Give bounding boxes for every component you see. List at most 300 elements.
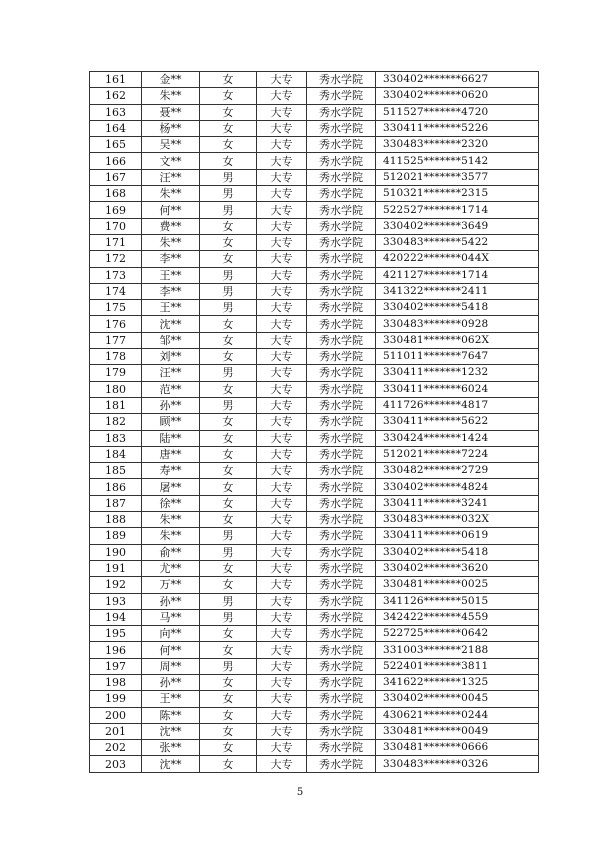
- name-cell: 俞**: [142, 544, 200, 560]
- row-number-cell: 163: [90, 104, 142, 120]
- id-number-cell: 330402*******3620: [376, 560, 539, 576]
- table-row: [90, 186, 539, 202]
- row-number-cell: 191: [90, 560, 142, 576]
- table-row: [90, 153, 539, 169]
- table-row: [90, 446, 539, 462]
- row-number-cell: 172: [90, 251, 142, 267]
- gender-cell: 女: [200, 446, 257, 462]
- gender-cell: 女: [200, 691, 257, 707]
- gender-cell: 女: [200, 495, 257, 511]
- row-number-cell: 181: [90, 397, 142, 413]
- table-row: [90, 88, 539, 104]
- gender-cell: 男: [200, 186, 257, 202]
- table-row: [90, 495, 539, 511]
- gender-cell: 男: [200, 169, 257, 185]
- table-row: [90, 658, 539, 674]
- name-cell: 朱**: [142, 234, 200, 250]
- education-cell: 大专: [257, 267, 307, 283]
- name-cell: 陆**: [142, 430, 200, 446]
- id-number-cell: 330481*******0666: [376, 740, 539, 756]
- row-number-cell: 199: [90, 691, 142, 707]
- id-number-cell: 330482*******2729: [376, 463, 539, 479]
- gender-cell: 女: [200, 414, 257, 430]
- college-cell: 秀水学院: [307, 234, 376, 250]
- table-row: [90, 691, 539, 707]
- id-number-cell: 512021*******7224: [376, 446, 539, 462]
- gender-cell: 女: [200, 251, 257, 267]
- college-cell: 秀水学院: [307, 267, 376, 283]
- table-row: [90, 723, 539, 739]
- table-row: [90, 414, 539, 430]
- name-cell: 何**: [142, 202, 200, 218]
- gender-cell: 女: [200, 332, 257, 348]
- college-cell: 秀水学院: [307, 446, 376, 462]
- table-row: [90, 349, 539, 365]
- table-row: [90, 560, 539, 576]
- id-number-cell: 330481*******0025: [376, 577, 539, 593]
- college-cell: 秀水学院: [307, 349, 376, 365]
- college-cell: 秀水学院: [307, 365, 376, 381]
- education-cell: 大专: [257, 658, 307, 674]
- id-number-cell: 330402*******0045: [376, 691, 539, 707]
- college-cell: 秀水学院: [307, 528, 376, 544]
- id-number-cell: 330402*******6627: [376, 72, 539, 88]
- id-number-cell: 341322*******2411: [376, 283, 539, 299]
- row-number-cell: 166: [90, 153, 142, 169]
- table-row: [90, 577, 539, 593]
- gender-cell: 男: [200, 202, 257, 218]
- row-number-cell: 185: [90, 463, 142, 479]
- row-number-cell: 192: [90, 577, 142, 593]
- name-cell: 朱**: [142, 186, 200, 202]
- college-cell: 秀水学院: [307, 414, 376, 430]
- page-number: 5: [296, 787, 304, 798]
- row-number-cell: 200: [90, 707, 142, 723]
- education-cell: 大专: [257, 479, 307, 495]
- id-number-cell: 420222*******044X: [376, 251, 539, 267]
- gender-cell: 女: [200, 88, 257, 104]
- gender-cell: 女: [200, 577, 257, 593]
- roster-table: [89, 71, 539, 773]
- name-cell: 唐**: [142, 446, 200, 462]
- name-cell: 孙**: [142, 674, 200, 690]
- education-cell: 大专: [257, 88, 307, 104]
- id-number-cell: 330411*******5622: [376, 414, 539, 430]
- college-cell: 秀水学院: [307, 593, 376, 609]
- gender-cell: 女: [200, 137, 257, 153]
- id-number-cell: 330411*******1232: [376, 365, 539, 381]
- education-cell: 大专: [257, 463, 307, 479]
- name-cell: 李**: [142, 251, 200, 267]
- name-cell: 陈**: [142, 707, 200, 723]
- row-number-cell: 177: [90, 332, 142, 348]
- college-cell: 秀水学院: [307, 544, 376, 560]
- education-cell: 大专: [257, 365, 307, 381]
- name-cell: 沈**: [142, 723, 200, 739]
- name-cell: 尤**: [142, 560, 200, 576]
- college-cell: 秀水学院: [307, 756, 376, 772]
- table-row: [90, 283, 539, 299]
- college-cell: 秀水学院: [307, 137, 376, 153]
- college-cell: 秀水学院: [307, 300, 376, 316]
- table-row: [90, 120, 539, 136]
- education-cell: 大专: [257, 186, 307, 202]
- id-number-cell: 430621*******0244: [376, 707, 539, 723]
- table-row: [90, 609, 539, 625]
- education-cell: 大专: [257, 740, 307, 756]
- table-row: [90, 740, 539, 756]
- table-row: [90, 365, 539, 381]
- table-row: [90, 218, 539, 234]
- education-cell: 大专: [257, 300, 307, 316]
- education-cell: 大专: [257, 202, 307, 218]
- college-cell: 秀水学院: [307, 707, 376, 723]
- id-number-cell: 330411*******6024: [376, 381, 539, 397]
- name-cell: 顾**: [142, 414, 200, 430]
- roster-body: [90, 72, 539, 773]
- id-number-cell: 342422*******4559: [376, 609, 539, 625]
- name-cell: 孙**: [142, 397, 200, 413]
- id-number-cell: 330483*******5422: [376, 234, 539, 250]
- row-number-cell: 164: [90, 120, 142, 136]
- id-number-cell: 330402*******0620: [376, 88, 539, 104]
- row-number-cell: 196: [90, 642, 142, 658]
- name-cell: 汪**: [142, 365, 200, 381]
- id-number-cell: 522527*******1714: [376, 202, 539, 218]
- name-cell: 王**: [142, 300, 200, 316]
- gender-cell: 女: [200, 674, 257, 690]
- college-cell: 秀水学院: [307, 723, 376, 739]
- table-row: [90, 512, 539, 528]
- table-row: [90, 267, 539, 283]
- row-number-cell: 170: [90, 218, 142, 234]
- education-cell: 大专: [257, 674, 307, 690]
- table-row: [90, 202, 539, 218]
- education-cell: 大专: [257, 495, 307, 511]
- gender-cell: 女: [200, 642, 257, 658]
- gender-cell: 男: [200, 544, 257, 560]
- table-row: [90, 479, 539, 495]
- college-cell: 秀水学院: [307, 153, 376, 169]
- table-row: [90, 104, 539, 120]
- college-cell: 秀水学院: [307, 251, 376, 267]
- id-number-cell: 510321*******2315: [376, 186, 539, 202]
- name-cell: 沈**: [142, 316, 200, 332]
- table-row: [90, 316, 539, 332]
- id-number-cell: 341622*******1325: [376, 674, 539, 690]
- row-number-cell: 161: [90, 72, 142, 88]
- id-number-cell: 330483*******2320: [376, 137, 539, 153]
- education-cell: 大专: [257, 397, 307, 413]
- education-cell: 大专: [257, 707, 307, 723]
- name-cell: 沈**: [142, 756, 200, 772]
- row-number-cell: 168: [90, 186, 142, 202]
- name-cell: 王**: [142, 267, 200, 283]
- gender-cell: 女: [200, 153, 257, 169]
- table-row: [90, 707, 539, 723]
- name-cell: 李**: [142, 283, 200, 299]
- gender-cell: 女: [200, 218, 257, 234]
- name-cell: 孙**: [142, 593, 200, 609]
- name-cell: 聂**: [142, 104, 200, 120]
- education-cell: 大专: [257, 691, 307, 707]
- gender-cell: 女: [200, 104, 257, 120]
- gender-cell: 女: [200, 626, 257, 642]
- row-number-cell: 162: [90, 88, 142, 104]
- row-number-cell: 179: [90, 365, 142, 381]
- row-number-cell: 171: [90, 234, 142, 250]
- name-cell: 张**: [142, 740, 200, 756]
- education-cell: 大专: [257, 577, 307, 593]
- row-number-cell: 175: [90, 300, 142, 316]
- row-number-cell: 203: [90, 756, 142, 772]
- id-number-cell: 331003*******2188: [376, 642, 539, 658]
- gender-cell: 男: [200, 397, 257, 413]
- college-cell: 秀水学院: [307, 202, 376, 218]
- gender-cell: 女: [200, 740, 257, 756]
- name-cell: 杨**: [142, 120, 200, 136]
- row-number-cell: 186: [90, 479, 142, 495]
- id-number-cell: 330402*******3649: [376, 218, 539, 234]
- row-number-cell: 183: [90, 430, 142, 446]
- name-cell: 向**: [142, 626, 200, 642]
- gender-cell: 女: [200, 72, 257, 88]
- table-row: [90, 169, 539, 185]
- name-cell: 汪**: [142, 169, 200, 185]
- name-cell: 朱**: [142, 528, 200, 544]
- college-cell: 秀水学院: [307, 740, 376, 756]
- college-cell: 秀水学院: [307, 104, 376, 120]
- gender-cell: 男: [200, 365, 257, 381]
- education-cell: 大专: [257, 137, 307, 153]
- gender-cell: 女: [200, 120, 257, 136]
- row-number-cell: 202: [90, 740, 142, 756]
- id-number-cell: 341126*******5015: [376, 593, 539, 609]
- gender-cell: 男: [200, 528, 257, 544]
- row-number-cell: 193: [90, 593, 142, 609]
- id-number-cell: 421127*******1714: [376, 267, 539, 283]
- table-row: [90, 463, 539, 479]
- name-cell: 文**: [142, 153, 200, 169]
- table-row: [90, 756, 539, 772]
- id-number-cell: 330483*******0928: [376, 316, 539, 332]
- name-cell: 费**: [142, 218, 200, 234]
- id-number-cell: 330483*******0326: [376, 756, 539, 772]
- row-number-cell: 184: [90, 446, 142, 462]
- college-cell: 秀水学院: [307, 218, 376, 234]
- name-cell: 范**: [142, 381, 200, 397]
- name-cell: 周**: [142, 658, 200, 674]
- row-number-cell: 176: [90, 316, 142, 332]
- gender-cell: 男: [200, 300, 257, 316]
- name-cell: 万**: [142, 577, 200, 593]
- row-number-cell: 201: [90, 723, 142, 739]
- name-cell: 何**: [142, 642, 200, 658]
- education-cell: 大专: [257, 251, 307, 267]
- college-cell: 秀水学院: [307, 609, 376, 625]
- row-number-cell: 169: [90, 202, 142, 218]
- name-cell: 吴**: [142, 137, 200, 153]
- table-row: [90, 234, 539, 250]
- id-number-cell: 330411*******0619: [376, 528, 539, 544]
- education-cell: 大专: [257, 430, 307, 446]
- education-cell: 大专: [257, 349, 307, 365]
- college-cell: 秀水学院: [307, 560, 376, 576]
- row-number-cell: 190: [90, 544, 142, 560]
- college-cell: 秀水学院: [307, 479, 376, 495]
- education-cell: 大专: [257, 332, 307, 348]
- education-cell: 大专: [257, 283, 307, 299]
- table-row: [90, 300, 539, 316]
- id-number-cell: 522401*******3811: [376, 658, 539, 674]
- college-cell: 秀水学院: [307, 316, 376, 332]
- education-cell: 大专: [257, 642, 307, 658]
- table-row: [90, 397, 539, 413]
- name-cell: 寿**: [142, 463, 200, 479]
- gender-cell: 女: [200, 479, 257, 495]
- college-cell: 秀水学院: [307, 495, 376, 511]
- college-cell: 秀水学院: [307, 691, 376, 707]
- name-cell: 邹**: [142, 332, 200, 348]
- gender-cell: 女: [200, 430, 257, 446]
- education-cell: 大专: [257, 414, 307, 430]
- row-number-cell: 180: [90, 381, 142, 397]
- name-cell: 屠**: [142, 479, 200, 495]
- table-row: [90, 642, 539, 658]
- name-cell: 马**: [142, 609, 200, 625]
- row-number-cell: 188: [90, 512, 142, 528]
- education-cell: 大专: [257, 120, 307, 136]
- name-cell: 朱**: [142, 512, 200, 528]
- row-number-cell: 165: [90, 137, 142, 153]
- id-number-cell: 330424*******1424: [376, 430, 539, 446]
- gender-cell: 男: [200, 658, 257, 674]
- gender-cell: 女: [200, 723, 257, 739]
- education-cell: 大专: [257, 544, 307, 560]
- education-cell: 大专: [257, 316, 307, 332]
- gender-cell: 女: [200, 349, 257, 365]
- education-cell: 大专: [257, 560, 307, 576]
- table-row: [90, 674, 539, 690]
- table-row: [90, 626, 539, 642]
- education-cell: 大专: [257, 104, 307, 120]
- college-cell: 秀水学院: [307, 577, 376, 593]
- name-cell: 王**: [142, 691, 200, 707]
- id-number-cell: 330411*******5226: [376, 120, 539, 136]
- row-number-cell: 198: [90, 674, 142, 690]
- college-cell: 秀水学院: [307, 397, 376, 413]
- college-cell: 秀水学院: [307, 332, 376, 348]
- id-number-cell: 411726*******4817: [376, 397, 539, 413]
- college-cell: 秀水学院: [307, 674, 376, 690]
- education-cell: 大专: [257, 72, 307, 88]
- education-cell: 大专: [257, 756, 307, 772]
- education-cell: 大专: [257, 626, 307, 642]
- college-cell: 秀水学院: [307, 642, 376, 658]
- table-row: [90, 528, 539, 544]
- college-cell: 秀水学院: [307, 381, 376, 397]
- name-cell: 金**: [142, 72, 200, 88]
- row-number-cell: 187: [90, 495, 142, 511]
- education-cell: 大专: [257, 593, 307, 609]
- college-cell: 秀水学院: [307, 626, 376, 642]
- table-row: [90, 137, 539, 153]
- table-row: [90, 593, 539, 609]
- id-number-cell: 330402*******4824: [376, 479, 539, 495]
- college-cell: 秀水学院: [307, 463, 376, 479]
- name-cell: 朱**: [142, 88, 200, 104]
- gender-cell: 女: [200, 707, 257, 723]
- gender-cell: 女: [200, 316, 257, 332]
- table-row: [90, 544, 539, 560]
- gender-cell: 女: [200, 756, 257, 772]
- gender-cell: 男: [200, 593, 257, 609]
- row-number-cell: 189: [90, 528, 142, 544]
- education-cell: 大专: [257, 218, 307, 234]
- row-number-cell: 197: [90, 658, 142, 674]
- row-number-cell: 182: [90, 414, 142, 430]
- row-number-cell: 167: [90, 169, 142, 185]
- id-number-cell: 330481*******062X: [376, 332, 539, 348]
- college-cell: 秀水学院: [307, 88, 376, 104]
- row-number-cell: 178: [90, 349, 142, 365]
- id-number-cell: 411525*******5142: [376, 153, 539, 169]
- education-cell: 大专: [257, 169, 307, 185]
- education-cell: 大专: [257, 234, 307, 250]
- table-row: [90, 251, 539, 267]
- college-cell: 秀水学院: [307, 283, 376, 299]
- gender-cell: 女: [200, 463, 257, 479]
- education-cell: 大专: [257, 723, 307, 739]
- table-row: [90, 332, 539, 348]
- college-cell: 秀水学院: [307, 169, 376, 185]
- education-cell: 大专: [257, 512, 307, 528]
- education-cell: 大专: [257, 381, 307, 397]
- table-row: [90, 430, 539, 446]
- college-cell: 秀水学院: [307, 120, 376, 136]
- id-number-cell: 330411*******3241: [376, 495, 539, 511]
- college-cell: 秀水学院: [307, 658, 376, 674]
- table-row: [90, 72, 539, 88]
- gender-cell: 女: [200, 234, 257, 250]
- gender-cell: 女: [200, 560, 257, 576]
- id-number-cell: 330481*******0049: [376, 723, 539, 739]
- college-cell: 秀水学院: [307, 512, 376, 528]
- row-number-cell: 174: [90, 283, 142, 299]
- gender-cell: 女: [200, 381, 257, 397]
- id-number-cell: 330402*******5418: [376, 544, 539, 560]
- education-cell: 大专: [257, 528, 307, 544]
- name-cell: 刘**: [142, 349, 200, 365]
- college-cell: 秀水学院: [307, 430, 376, 446]
- table-row: [90, 381, 539, 397]
- gender-cell: 男: [200, 609, 257, 625]
- id-number-cell: 511011*******7647: [376, 349, 539, 365]
- gender-cell: 女: [200, 512, 257, 528]
- education-cell: 大专: [257, 446, 307, 462]
- id-number-cell: 522725*******0642: [376, 626, 539, 642]
- gender-cell: 男: [200, 267, 257, 283]
- college-cell: 秀水学院: [307, 72, 376, 88]
- education-cell: 大专: [257, 609, 307, 625]
- gender-cell: 男: [200, 283, 257, 299]
- id-number-cell: 511527*******4720: [376, 104, 539, 120]
- id-number-cell: 330402*******5418: [376, 300, 539, 316]
- name-cell: 徐**: [142, 495, 200, 511]
- row-number-cell: 195: [90, 626, 142, 642]
- college-cell: 秀水学院: [307, 186, 376, 202]
- row-number-cell: 194: [90, 609, 142, 625]
